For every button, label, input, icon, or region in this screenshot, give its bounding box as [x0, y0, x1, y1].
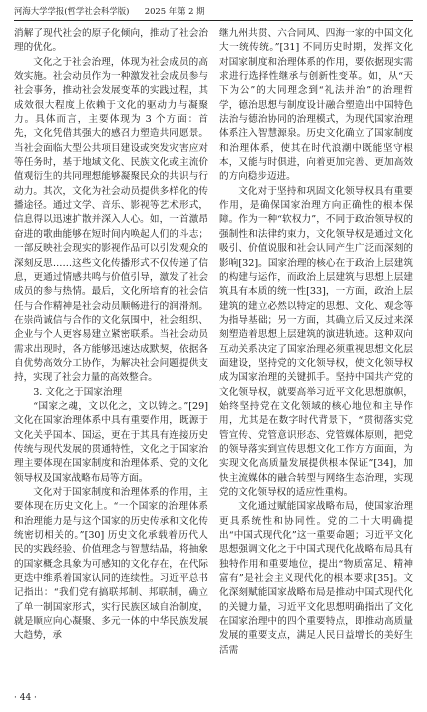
section-heading: 3. 文化之于国家治理 — [33, 386, 123, 398]
header-rule — [14, 20, 413, 21]
paragraph: 文化对于坚持和巩固文化领导权具有重要作用，是确保国家治理方向正确性的根本保障。作为一种“软权力”，不同于政治领导权的强制性和法律约束力，文化领导权是通过文化吸引、价值说服和社会认同产生广泛而深刻的影响[32]。国家治理的核心在于政治上层建筑的构建与运作，而政治上层建筑与思想上层建筑具有本质的统一性[33]，一方面，政治上层建筑的建立必然以特定的思想、文化、观念等为指导基础；另一方面，其确立后又反过来深刻塑造着思想上层建筑的演进轨迹。这种双向互动关系决定了国家治理必须重视思想文化层面建设，坚持党的文化领导权，使文化领导权成为国家治理的关键抓手。坚持中国共产党的文化领导权，就要高举习近平文化思想旗帜，始终坚持党在文化领域的核心地位和主导作用，尤其是在数字时代背景下，“贯彻落实党管宣传、党管意识形态、党管媒体原则，把党的领导落实到宣传思想文化工作方方面面，为实现文化高质量发展提供根本保证”[34]，加快主流媒体的融合转型与网络生态治理，实现党的文化领导权的适应性重构。 — [219, 185, 413, 498]
paragraph: 继九州共贯、六合同风、四海一家的中国文化大一统传统。”[31] 不同历史时期，发挥文化对国家制度和治理体系的作用，要依据现实需求进行选择性继承与创新性变革。如，从“天下为公”的大同理念到“礼法并治”的治理哲学，德治思想与制度设计融合塑造出中国特色法治与德治协同的治理模式，为现代国家治理体系注入智慧源泉。历史文化确立了国家制度和治理体系，使其在时代浪潮中既能坚守根本，又能与时俱进，向着更加完善、更加高效的方向稳步迈进。 — [219, 28, 413, 183]
paragraph: “国家之魂，文以化之，文以铸之。”[29] 文化在国家治理体系中具有重要作用，既源于文化关乎国本、国运，更在于其具有连接历史传统与现代发展的贯通特性，文化之于国家治理主要体现在国家制度和治理体系、党的文化领导权及国家战略布局等方面。 — [14, 400, 208, 484]
left-column — [14, 27, 208, 691]
right-column — [219, 27, 413, 691]
issue-label: 2025 年第 2 期 — [144, 6, 205, 16]
paragraph: 文化通过赋能国家战略布局，使国家治理更具系统性和协同性。党的二十大明确提出“中国式现代化”这一重要命题；习近平文化思想强调文化之于中国式现代化战略布局具有独特作用和重要地位，提出“物质富足、精神富有”是社会主义现代化的根本要求[35]。文化深刻赋能国家战略布局是推动中国式现代化的关键力量，习近平文化思想明确指出了文化在国家治理中的四个重要特点，即推动高质量发展的重要支点，满足人民日益增长的美好生活需 — [219, 501, 413, 656]
page-number: · 44 · — [14, 693, 37, 703]
paragraph: 文化对于国家制度和治理体系的作用，主要体现在历史文化上。“一个国家的治理体系和治理能力是与这个国家的历史传承和文化传统密切相关的。”[30] 历史文化承载着历代人民的实践经验、价值理念与智慧结晶，将抽象的国家概念具象为可感知的文化存在，在代际更迭中维系着国家认同的连续性。习近平总书记指出：“我们党有搞联邦制、邦联制，确立了单一制国家形式，实行民族区域自治制度，就是顺应向心凝聚、多元一体的中华民族发展大趋势，承 — [14, 487, 208, 642]
paragraph: 消解了现代社会的原子化倾向，推动了社会治理的优化。 — [14, 28, 208, 54]
paragraph: 文化之于社会治理，体现为社会成员的高效实施。社会动员作为一种激发社会成员参与社会事务，推动社会发展变革的实践过程，其成效很大程度上依赖于文化的驱动力与凝聚力。具体而言，主要体现为 3 个方面：首先，文化凭借其强大的感召力塑造共同愿景。当社会面临大型公共项目建设或突发灾害应对等任务时，基于地域文化、民族文化或主流价值观衍生的共同理想能够凝聚民众的共识与行动力。其次，文化为社会动员提供多样化的传播途径。通过文学、音乐、影视等艺术形式，信息得以迅速扩散并深入人心。如，一首激昂奋进的歌曲能够在短时间内唤起人们的斗志；一部反映社会现实的影视作品可以引发观众的深刻反思……这些文化传播形式不仅传递了信息，更通过情感共鸣与价值引导，激发了社会成员的参与热情。最后，文化所培育的社会信任与合作精神是社会动员顺畅进行的润滑剂。在崇尚诚信与合作的文化氛围中，社会组织、企业与个人更容易建立紧密联系。当社会动员需求出现时，各方能够迅速达成默契，依据各自优势高效分工协作，为解决社会问题提供支持，实现了社会力量的高效整合。 — [14, 56, 208, 384]
journal-name: 河海大学学报(哲学社会科学版) — [14, 6, 130, 16]
running-header — [14, 4, 413, 18]
